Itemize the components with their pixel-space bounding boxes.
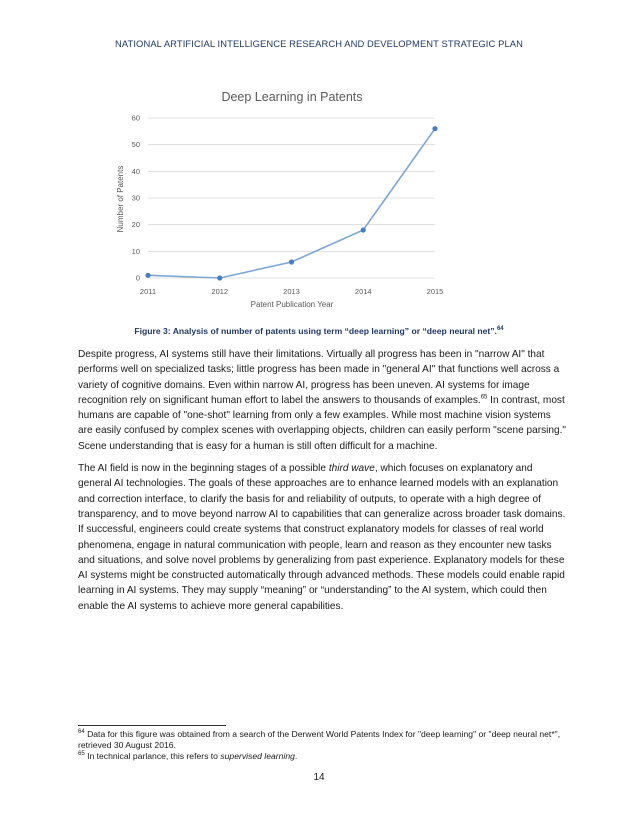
x-tick-2014: 2014 [354,287,372,296]
data-point-2015 [432,126,437,131]
x-tick-2013: 2013 [283,287,300,296]
third-wave-emphasis: third wave [328,463,375,475]
running-header: NATIONAL ARTIFICIAL INTELLIGENCE RESEARCH AND DEVELOPMENT STRATEGIC PLAN [115,38,523,49]
caption-footnote-ref: 64 [496,326,504,333]
footnote-65-number: 65 [78,751,85,758]
y-tick-40: 40 [131,166,140,176]
paragraph-2 [78,461,566,614]
x-tick-2012: 2012 [211,287,229,296]
p2-part-b: , which focuses on explanatory and general AI technologies. The goals of these approaches are to enhance learned models with an explanation and correction interface, to clarify the basis for and reliability of outputs, to operate with a high degree of transparency, and to move beyond narrow AI to capabilities that can generalize across broader task domains. If successful, engineers could create systems that construct explanatory models for classes of real world phenomena, engage in natural communication with people, learn and reason as they encounter new tasks and situations, and solve novel problems by generalizing from past experience. Explanatory models for these AI systems might be constructed automatically through advanced methods. These models could enable rapid learning in AI systems. They may supply “meaning” or “understanding” to the AI system, which could then enable the AI systems to achieve more general capabilities. [78,463,566,612]
y-tick-0: 0 [135,273,140,283]
chart-title: Deep Learning in Patents [221,90,363,104]
y-tick-30: 30 [131,193,140,203]
y-axis-label: Number of Patents [116,165,125,233]
paragraph-1 [78,347,566,454]
footnote-65-end: . [294,751,298,762]
footnote-ref-65: 65 [480,394,488,401]
footnote-64-text: Data for this figure was obtained from a search of the Derwent World Patents Index for "deep learning" or "deep neural net*", retrieved 30 August 2016. [78,729,561,751]
caption-text: Figure 3: Analysis of number of patents using term “deep learning” or “deep neural net”. [134,326,497,336]
data-point-2013 [289,259,294,264]
x-tick-labels [140,287,443,296]
data-point-2012 [217,275,222,280]
footnote-64 [78,729,566,751]
p1-part-a: Despite progress, AI systems still have their limitations. Virtually all progress has been in "narrow AI" that performs well on specialized tasks; little progress has been made in "general AI" that functions well across a variety of cognitive domains. Even within narrow AI, progress has been uneven. AI systems for image recognition rely on significant human effort to label the answers to thousands of examples. [78,349,560,406]
y-tick-60: 60 [131,113,140,123]
footnote-65-text: In technical parlance, this refers to [84,751,221,762]
footnote-65-emphasis: supervised learning [220,751,295,762]
p1-part-b: In contrast, most humans are capable of "one-shot" learning from only a few examples. While most machine vision systems are easily confused by complex scenes with overlapping objects, children can easily perform "scene parsing." Scene understanding that is easy for a human is still often difficult for a machine. [78,394,566,452]
data-point-2011 [145,273,150,278]
x-axis-label: Patent Publication Year [250,300,334,309]
body-text [78,347,566,621]
x-tick-2011: 2011 [139,287,157,296]
p2-part-a: The AI field is now in the beginning stages of a possible [78,463,329,475]
y-tick-10: 10 [131,246,140,256]
page-number: 14 [313,772,325,783]
footnotes [78,729,566,763]
footnote-65 [78,751,566,762]
series-line [148,129,435,278]
y-tick-20: 20 [131,220,140,230]
chart-gridlines [148,118,435,278]
footnote-divider [78,725,226,726]
y-tick-50: 50 [131,140,140,150]
figure-caption [0,326,638,336]
patents-line-chart [108,82,458,312]
series-patents [145,126,437,281]
footnote-64-number: 64 [78,729,85,736]
y-tick-labels [132,114,140,283]
x-tick-2015: 2015 [426,287,444,296]
data-point-2014 [361,227,366,232]
